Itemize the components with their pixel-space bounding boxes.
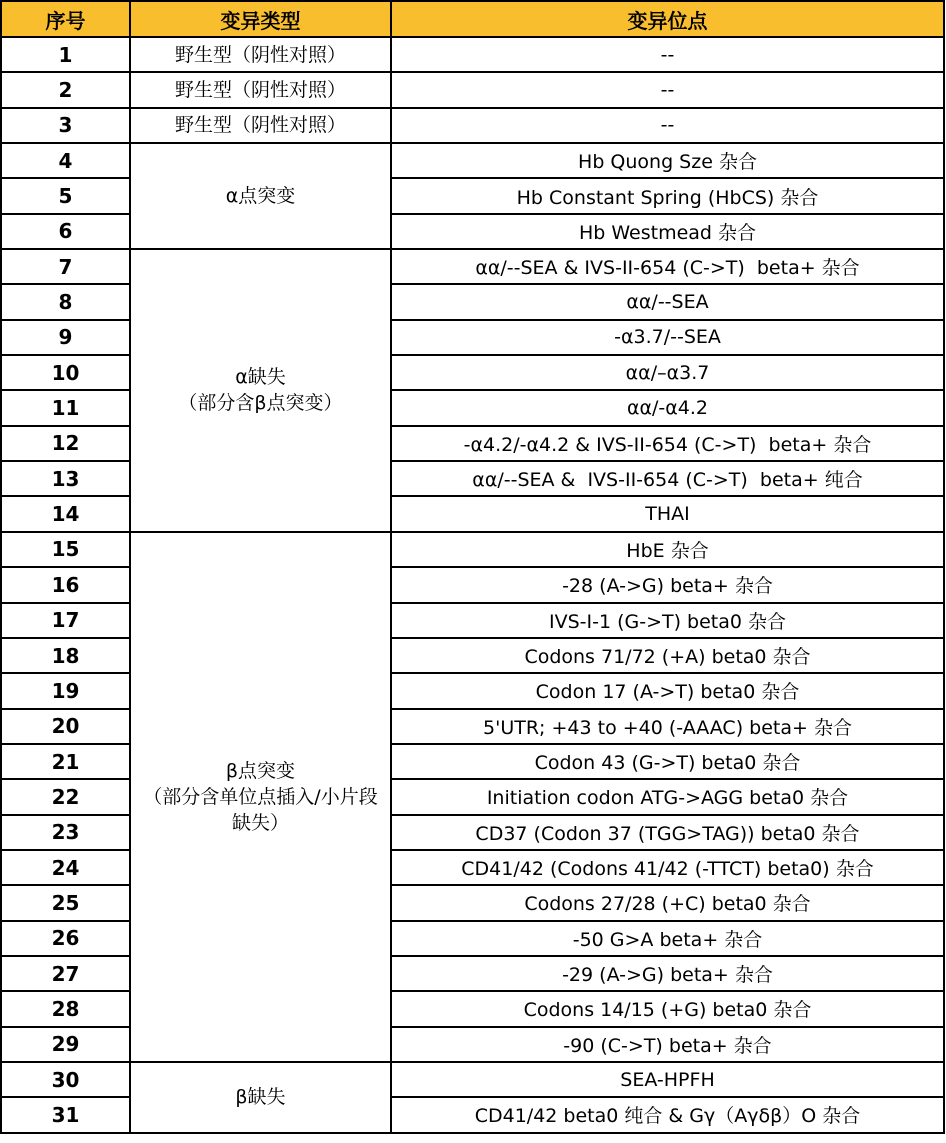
variant-site: SEA-HPFH	[391, 1062, 944, 1097]
variant-site: 5'UTR; +43 to +40 (-AAAC) beta+ 杂合	[391, 709, 944, 744]
variant-type-alpha-point: α点突变	[130, 143, 391, 249]
variant-site: CD41/42 beta0 纯合 & Gγ（Aγδβ）O 杂合	[391, 1097, 944, 1132]
row-number: 7	[1, 249, 130, 284]
variant-site: Codons 71/72 (+A) beta0 杂合	[391, 638, 944, 673]
variant-site: CD37 (Codon 37 (TGG>TAG)) beta0 杂合	[391, 815, 944, 850]
variant-site: THAI	[391, 496, 944, 531]
header-num: 序号	[1, 1, 130, 37]
row-number: 9	[1, 320, 130, 355]
row-number: 15	[1, 532, 130, 567]
variant-type: 野生型（阴性对照）	[130, 37, 391, 72]
row-number: 31	[1, 1097, 130, 1132]
row-number: 28	[1, 991, 130, 1026]
table-row	[1, 532, 944, 567]
row-number: 30	[1, 1062, 130, 1097]
variant-site: Hb Quong Sze 杂合	[391, 143, 944, 178]
row-number: 11	[1, 390, 130, 425]
row-number: 25	[1, 885, 130, 920]
variant-site: HbE 杂合	[391, 532, 944, 567]
variant-site: αα/--SEA	[391, 284, 944, 319]
variant-site: Hb Constant Spring (HbCS) 杂合	[391, 178, 944, 213]
variant-site: -50 G>A beta+ 杂合	[391, 921, 944, 956]
variant-site: Codons 14/15 (+G) beta0 杂合	[391, 991, 944, 1026]
table-row	[1, 143, 944, 178]
header-type: 变异类型	[130, 1, 391, 37]
table-header-row	[1, 1, 944, 37]
row-number: 6	[1, 214, 130, 249]
variant-site: CD41/42 (Codons 41/42 (-TTCT) beta0) 杂合	[391, 850, 944, 885]
variant-type: 野生型（阴性对照）	[130, 108, 391, 143]
variant-site: --	[391, 72, 944, 107]
row-number: 21	[1, 744, 130, 779]
row-number: 1	[1, 37, 130, 72]
variant-type-beta-deletion: β缺失	[130, 1062, 391, 1133]
variant-type-beta-point	[130, 532, 391, 1062]
variant-site: IVS-I-1 (G->T) beta0 杂合	[391, 603, 944, 638]
variant-site: αα/-α4.2	[391, 390, 944, 425]
row-number: 14	[1, 496, 130, 531]
variant-site: -28 (A->G) beta+ 杂合	[391, 567, 944, 602]
table-row	[1, 72, 944, 107]
row-number: 16	[1, 567, 130, 602]
header-site: 变异位点	[391, 1, 944, 37]
row-number: 20	[1, 709, 130, 744]
row-number: 24	[1, 850, 130, 885]
variant-site: -29 (A->G) beta+ 杂合	[391, 956, 944, 991]
row-number: 10	[1, 355, 130, 390]
type-line: （部分含β点突变）	[178, 392, 343, 415]
table-row	[1, 37, 944, 72]
row-number: 12	[1, 426, 130, 461]
table-row	[1, 249, 944, 284]
row-number: 27	[1, 956, 130, 991]
row-number: 13	[1, 461, 130, 496]
row-number: 2	[1, 72, 130, 107]
variant-site: Hb Westmead 杂合	[391, 214, 944, 249]
type-line: α缺失	[235, 366, 286, 389]
variant-site: -α3.7/--SEA	[391, 320, 944, 355]
variant-site: αα/--SEA & IVS-II-654 (C->T) beta+ 纯合	[391, 461, 944, 496]
row-number: 23	[1, 815, 130, 850]
row-number: 19	[1, 673, 130, 708]
row-number: 29	[1, 1027, 130, 1062]
variant-type-alpha-deletion	[130, 249, 391, 532]
row-number: 18	[1, 638, 130, 673]
variant-site: --	[391, 108, 944, 143]
type-line: （部分含单位点插入/小片段	[143, 785, 378, 808]
variant-site: -90 (C->T) beta+ 杂合	[391, 1027, 944, 1062]
row-number: 17	[1, 603, 130, 638]
type-line: β点突变	[225, 759, 296, 782]
variant-site: -α4.2/-α4.2 & IVS-II-654 (C->T) beta+ 杂合	[391, 426, 944, 461]
variant-type: 野生型（阴性对照）	[130, 72, 391, 107]
variant-site: Codons 27/28 (+C) beta0 杂合	[391, 885, 944, 920]
row-number: 5	[1, 178, 130, 213]
row-number: 22	[1, 779, 130, 814]
table-row	[1, 108, 944, 143]
variant-site: Initiation codon ATG->AGG beta0 杂合	[391, 779, 944, 814]
row-number: 4	[1, 143, 130, 178]
variant-site: αα/--SEA & IVS-II-654 (C->T) beta+ 杂合	[391, 249, 944, 284]
variant-site: Codon 17 (A->T) beta0 杂合	[391, 673, 944, 708]
row-number: 8	[1, 284, 130, 319]
row-number: 3	[1, 108, 130, 143]
variant-site: --	[391, 37, 944, 72]
type-line: 缺失）	[231, 811, 289, 834]
row-number: 26	[1, 921, 130, 956]
variant-site: αα/–α3.7	[391, 355, 944, 390]
table-row	[1, 1062, 944, 1097]
variant-site: Codon 43 (G->T) beta0 杂合	[391, 744, 944, 779]
